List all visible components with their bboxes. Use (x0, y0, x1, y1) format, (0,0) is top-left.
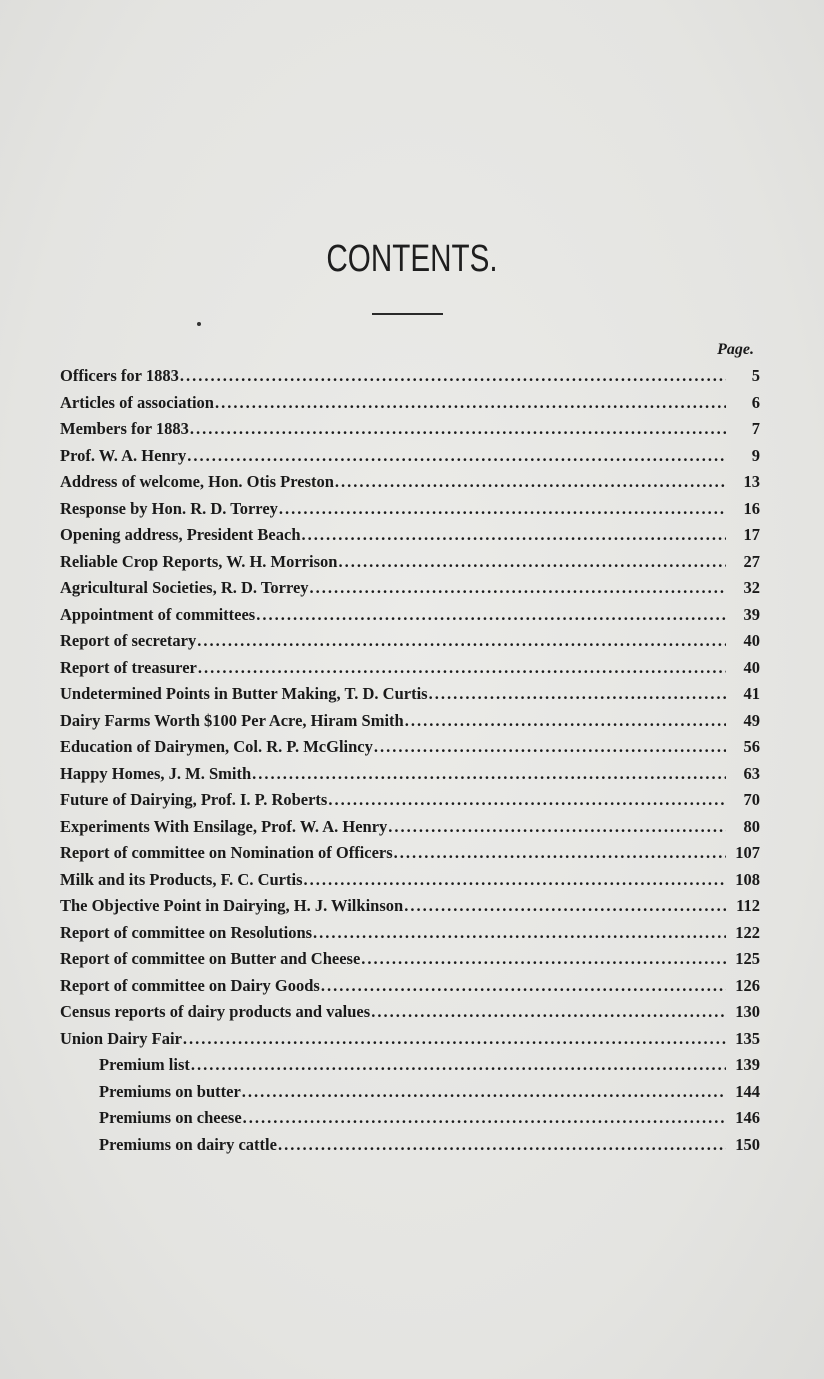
page-title: CONTENTS. (326, 238, 498, 280)
toc-entry-label: Prof. W. A. Henry (60, 445, 187, 465)
toc-entry-label: Response by Hon. R. D. Torrey (60, 498, 278, 518)
toc-entry-label: Opening address, President Beach (60, 525, 301, 544)
dot-leader (374, 737, 726, 757)
dot-leader (302, 525, 727, 545)
toc-page-number: 146 (735, 1108, 760, 1127)
ink-speck (197, 322, 201, 326)
dot-leader (242, 1082, 726, 1102)
toc-entry-label: Premiums on butter (99, 1081, 241, 1101)
toc-entry-label: Union Dairy Fair (60, 1028, 182, 1048)
toc-entry (60, 976, 760, 1003)
title-rule-divider (372, 313, 443, 315)
toc-entry-label: Census reports of dairy products and values (60, 1002, 371, 1021)
toc-page-number: 40 (743, 657, 760, 677)
dot-leader (190, 419, 726, 439)
toc-page-number: 17 (743, 525, 760, 544)
toc-entry-label: Report of committee on Butter and Cheese (60, 949, 361, 968)
dot-leader (321, 976, 726, 996)
dot-leader (252, 764, 726, 784)
toc-page-number: 107 (735, 843, 760, 862)
toc-entry-label: Milk and its Products, F. C. Curtis (60, 869, 303, 889)
toc-entry (60, 870, 760, 897)
toc-entry-label: Report of committee on Dairy Goods (60, 975, 320, 995)
toc-page-number: 125 (735, 949, 760, 968)
toc-entry (60, 764, 760, 791)
toc-page-number: 9 (751, 445, 760, 465)
dot-leader (183, 1029, 726, 1049)
toc-entry (60, 1002, 760, 1029)
dot-leader (361, 949, 726, 969)
toc-entry-label: Officers for 1883 (60, 366, 179, 385)
toc-page-number: 40 (743, 631, 760, 650)
toc-entry-label: Happy Homes, J. M. Smith (60, 763, 252, 783)
toc-entry-label: Report of committee on Resolutions (60, 922, 313, 942)
dot-leader (197, 631, 726, 651)
dot-leader (328, 790, 726, 810)
toc-entry-label: Premiums on dairy cattle (99, 1134, 277, 1154)
toc-page-number: 144 (735, 1081, 760, 1101)
dot-leader (215, 393, 726, 413)
toc-page-number: 13 (743, 472, 760, 491)
toc-subentry (60, 1055, 760, 1082)
toc-page-number: 130 (735, 1002, 760, 1021)
table-of-contents (60, 366, 760, 1161)
toc-page-number: 70 (743, 790, 760, 809)
dot-leader (313, 923, 726, 943)
toc-entry-label: Undetermined Points in Butter Making, T. D. Curtis (60, 684, 428, 703)
toc-entry (60, 552, 760, 579)
dot-leader (394, 843, 726, 863)
toc-subentry (60, 1135, 760, 1162)
toc-page-number: 139 (735, 1055, 760, 1074)
toc-entry-label: Articles of association (60, 392, 214, 412)
toc-entry (60, 923, 760, 950)
toc-page-number: 150 (735, 1134, 760, 1154)
toc-entry (60, 896, 760, 923)
toc-entry-label: Report of treasurer (60, 657, 197, 677)
toc-page-number: 7 (751, 419, 760, 438)
toc-entry-label: Address of welcome, Hon. Otis Preston (60, 472, 334, 491)
toc-page-number: 135 (735, 1028, 760, 1048)
dot-leader (371, 1002, 726, 1022)
toc-page-number: 126 (735, 975, 760, 995)
toc-entry (60, 1029, 760, 1056)
toc-page-number: 39 (743, 604, 760, 624)
toc-page-number: 16 (743, 498, 760, 518)
toc-entry-label: Report of secretary (60, 631, 197, 650)
toc-entry-label: Premiums on cheese (99, 1108, 242, 1127)
toc-entry (60, 419, 760, 446)
toc-entry (60, 711, 760, 738)
toc-page-number: 5 (751, 366, 760, 385)
dot-leader (405, 711, 726, 731)
toc-entry (60, 499, 760, 526)
dot-leader (335, 472, 726, 492)
dot-leader (429, 684, 726, 704)
dot-leader (243, 1108, 726, 1128)
toc-entry-label: Members for 1883 (60, 419, 189, 438)
toc-entry (60, 446, 760, 473)
dot-leader (304, 870, 727, 890)
toc-entry (60, 366, 760, 393)
dot-leader (191, 1055, 726, 1075)
dot-leader (187, 446, 726, 466)
toc-entry (60, 472, 760, 499)
toc-page-number: 41 (743, 684, 760, 703)
toc-entry-label: Experiments With Ensilage, Prof. W. A. Henry (60, 816, 388, 836)
toc-entry-label: The Objective Point in Dairying, H. J. Wilkinson (60, 896, 404, 915)
toc-entry (60, 605, 760, 632)
toc-entry (60, 525, 760, 552)
dot-leader (388, 817, 726, 837)
toc-entry (60, 843, 760, 870)
toc-entry-label: Education of Dairymen, Col. R. P. McGlincy (60, 737, 373, 756)
toc-entry (60, 684, 760, 711)
toc-entry (60, 631, 760, 658)
toc-entry (60, 737, 760, 764)
toc-page-number: 32 (743, 578, 760, 597)
toc-page-number: 122 (735, 922, 760, 942)
toc-entry-label: Report of committee on Nomination of Officers (60, 843, 393, 862)
dot-leader (278, 1135, 726, 1155)
toc-entry-label: Dairy Farms Worth $100 Per Acre, Hiram Smith (60, 710, 404, 730)
dot-leader (404, 896, 726, 916)
dot-leader (310, 578, 726, 598)
toc-entry (60, 578, 760, 605)
toc-entry-label: Agricultural Societies, R. D. Torrey (60, 578, 309, 597)
toc-page-number: 6 (751, 392, 760, 412)
toc-page-number: 49 (743, 710, 760, 730)
toc-entry (60, 658, 760, 685)
dot-leader (256, 605, 726, 625)
toc-entry-label: Reliable Crop Reports, W. H. Morrison (60, 551, 338, 571)
toc-entry (60, 949, 760, 976)
dot-leader (338, 552, 726, 572)
toc-entry-label: Appointment of committees (60, 604, 256, 624)
toc-entry-label: Future of Dairying, Prof. I. P. Roberts (60, 790, 328, 809)
toc-subentry (60, 1082, 760, 1109)
toc-page-number: 27 (743, 551, 760, 571)
dot-leader (180, 366, 726, 386)
page-column-heading: Page. (717, 341, 754, 358)
toc-entry (60, 817, 760, 844)
toc-entry (60, 790, 760, 817)
toc-page-number: 63 (743, 763, 760, 783)
toc-entry-label: Premium list (99, 1055, 190, 1074)
dot-leader (198, 658, 726, 678)
dot-leader (279, 499, 726, 519)
toc-page-number: 56 (743, 737, 760, 756)
toc-entry (60, 393, 760, 420)
toc-page-number: 80 (743, 816, 760, 836)
toc-page-number: 108 (735, 869, 760, 889)
toc-page-number: 112 (736, 896, 760, 915)
toc-subentry (60, 1108, 760, 1135)
